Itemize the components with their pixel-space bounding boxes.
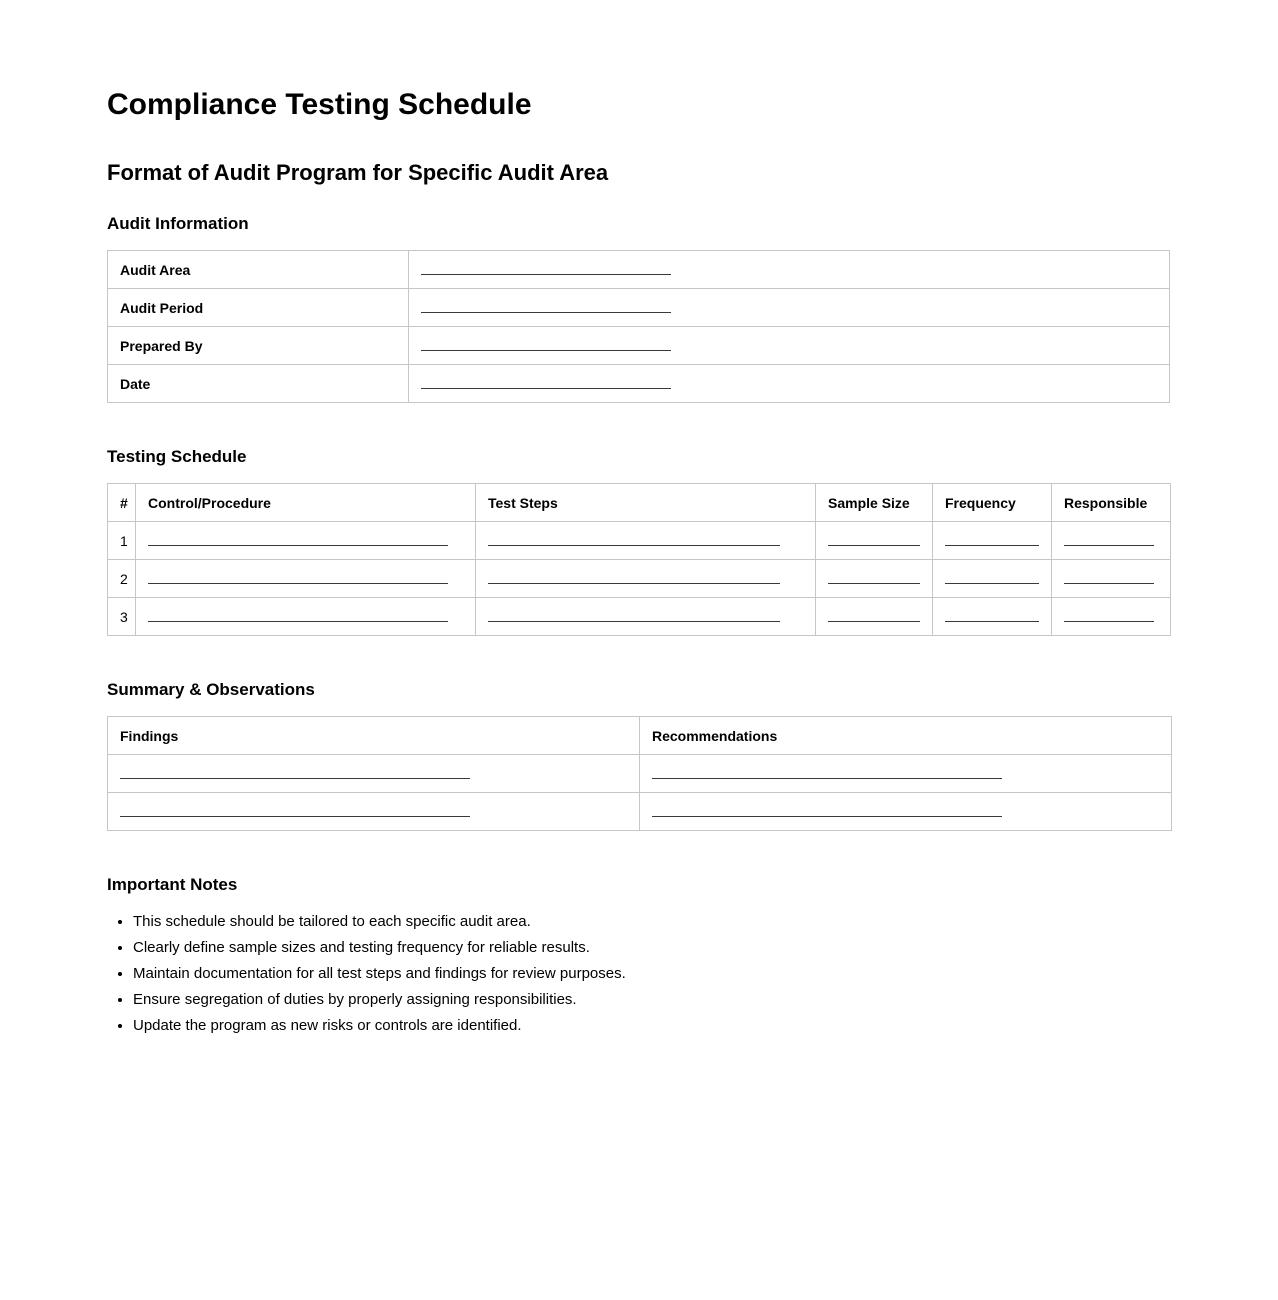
recommendations-cell [640,755,1172,793]
column-header-responsible: Responsible [1052,484,1171,522]
frequency-cell [933,560,1052,598]
table-row [108,560,1171,598]
audit-info-table [107,250,1170,403]
blank-line [652,804,1002,817]
sample-size-cell [816,560,933,598]
note-item: • This schedule should be tailored to each specific audit area. [133,913,1170,930]
column-header-findings: Findings [108,717,640,755]
blank-line [828,533,920,546]
control-procedure-cell [136,522,476,560]
testing-schedule-section [107,447,1170,636]
audit-info-label: Audit Period [108,289,409,327]
column-header-recommendations: Recommendations [640,717,1172,755]
audit-info-label: Date [108,365,409,403]
control-procedure-cell [136,560,476,598]
note-item: • Update the program as new risks or controls are identified. [133,1017,1170,1034]
important-notes-heading: Important Notes [107,875,238,894]
responsible-cell [1052,560,1171,598]
test-steps-cell [476,560,816,598]
table-row [108,598,1171,636]
blank-line [488,609,780,622]
summary-observations-heading: Summary & Observations [107,680,315,699]
page-subtitle: Format of Audit Program for Specific Audit Area [107,160,609,185]
recommendations-cell [640,793,1172,831]
blank-line [120,804,470,817]
test-steps-cell [476,522,816,560]
table-row [108,522,1171,560]
note-item: • Maintain documentation for all test steps and findings for review purposes. [133,965,1170,982]
sample-size-cell [816,522,933,560]
findings-cell [108,755,640,793]
blank-line [1064,609,1154,622]
blank-line [421,300,671,313]
audit-information-heading: Audit Information [107,214,249,233]
test-steps-cell [476,598,816,636]
summary-table [107,716,1172,831]
table-row [108,793,1172,831]
audit-info-value-cell [409,365,1170,403]
row-number: 3 [108,598,136,636]
blank-line [488,533,780,546]
important-notes-section [107,875,1170,1034]
frequency-cell [933,522,1052,560]
column-header-frequency: Frequency [933,484,1052,522]
audit-info-label: Audit Area [108,251,409,289]
audit-info-value-cell [409,251,1170,289]
page-title: Compliance Testing Schedule [107,88,532,121]
note-item: • Ensure segregation of duties by properly assigning responsibilities. [133,991,1170,1008]
table-row [108,289,1170,327]
sample-size-cell [816,598,933,636]
column-header-test-steps: Test Steps [476,484,816,522]
blank-line [148,571,448,584]
blank-line [421,376,671,389]
blank-line [1064,533,1154,546]
table-row [108,251,1170,289]
testing-schedule-table [107,483,1171,636]
column-header-sample-size: Sample Size [816,484,933,522]
audit-information-section [107,214,1170,403]
blank-line [828,609,920,622]
table-row [108,327,1170,365]
responsible-cell [1052,598,1171,636]
audit-info-value-cell [409,289,1170,327]
column-header-control-procedure: Control/Procedure [136,484,476,522]
blank-line [488,571,780,584]
table-header-row [108,484,1171,522]
table-row [108,755,1172,793]
blank-line [120,766,470,779]
responsible-cell [1052,522,1171,560]
notes-list [133,913,1170,1034]
row-number: 1 [108,522,136,560]
blank-line [945,533,1039,546]
blank-line [1064,571,1154,584]
blank-line [421,338,671,351]
blank-line [652,766,1002,779]
blank-line [148,533,448,546]
blank-line [148,609,448,622]
audit-info-value-cell [409,327,1170,365]
summary-observations-section [107,680,1170,831]
testing-schedule-heading: Testing Schedule [107,447,247,466]
frequency-cell [933,598,1052,636]
table-row [108,365,1170,403]
audit-info-label: Prepared By [108,327,409,365]
control-procedure-cell [136,598,476,636]
note-item: • Clearly define sample sizes and testing frequency for reliable results. [133,939,1170,956]
column-header-number: # [108,484,136,522]
blank-line [945,571,1039,584]
blank-line [421,262,671,275]
findings-cell [108,793,640,831]
blank-line [828,571,920,584]
table-header-row [108,717,1172,755]
row-number: 2 [108,560,136,598]
blank-line [945,609,1039,622]
